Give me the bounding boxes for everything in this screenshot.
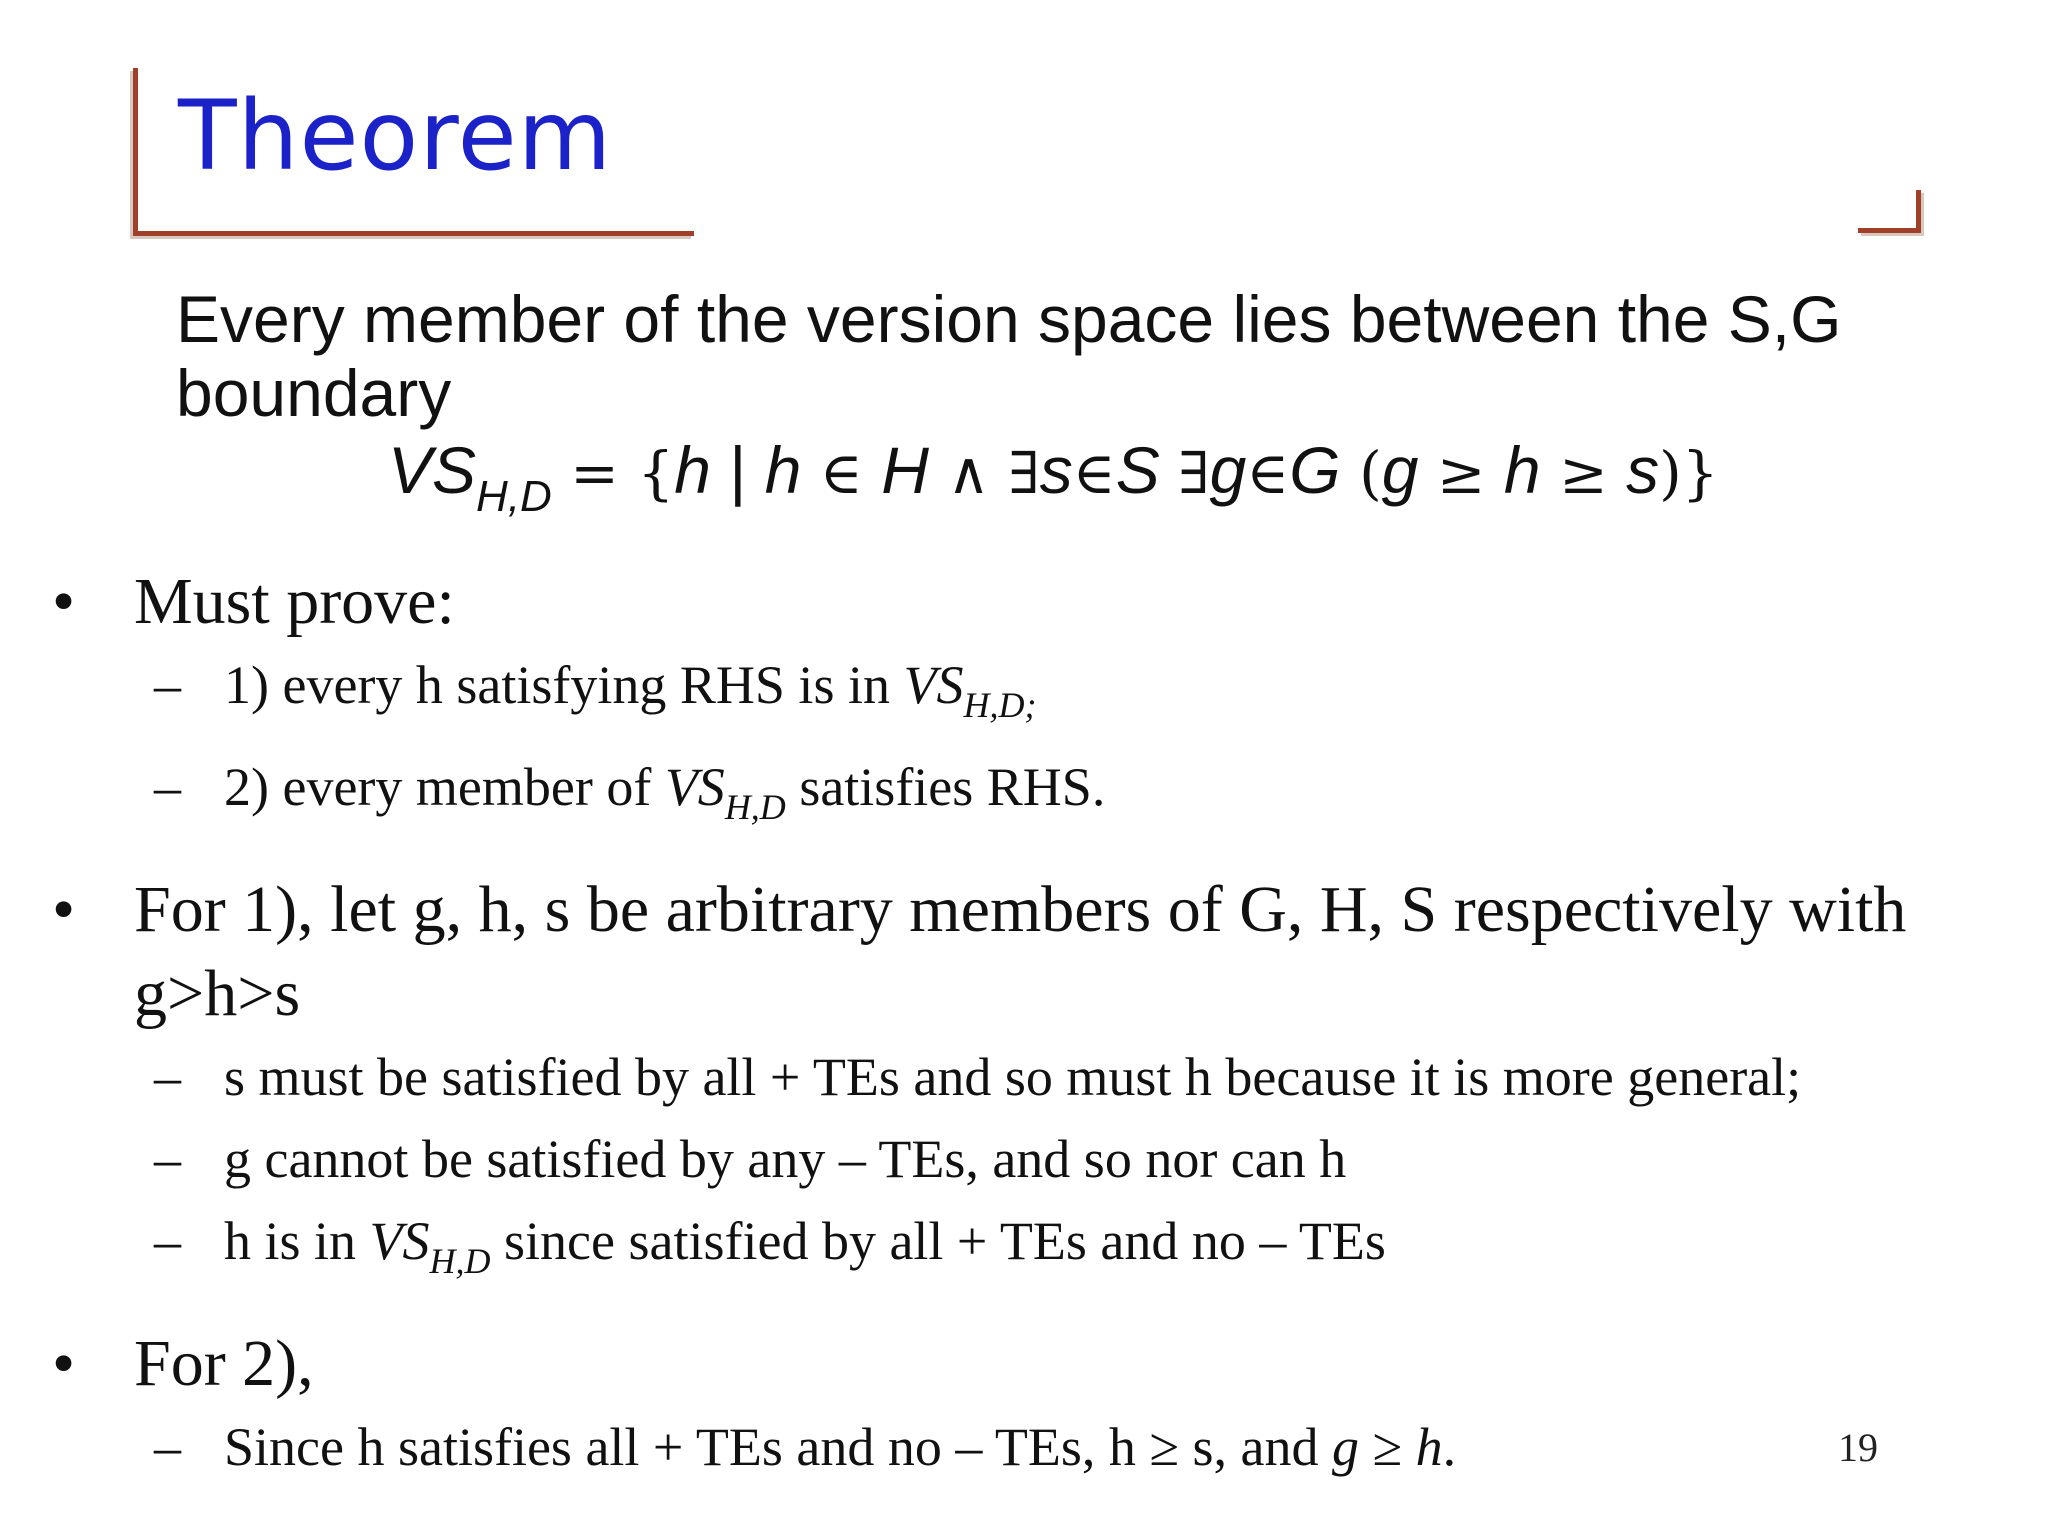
sub-bullet-dash: – xyxy=(154,1211,181,1271)
formula-geq-2: ≥ xyxy=(1540,439,1627,507)
formula-exists-2: ∃ xyxy=(1159,439,1210,507)
sub-bullet-rhs-in-vs xyxy=(52,644,2002,746)
vs-symbol: VS xyxy=(903,655,964,715)
formula-element-of-2: ∈ xyxy=(1072,439,1116,507)
formula-h2: h xyxy=(764,433,802,507)
sub-bullet-h-in-vs xyxy=(52,1200,2002,1302)
sub-bullet-dash: – xyxy=(154,655,181,715)
bullet-for-1 xyxy=(52,868,2002,1036)
version-space-formula xyxy=(388,430,1719,537)
theorem-statement: Every member of the version space lies between the S,G boundary xyxy=(176,282,1842,430)
bullet-dot: • xyxy=(52,565,76,638)
bullet-text: For 2), xyxy=(134,1327,314,1400)
vs-subscript: H,D; xyxy=(963,685,1037,725)
sub-bullet-s-satisfied xyxy=(52,1036,2002,1118)
sub-bullet-text: 1) every h satisfying RHS is in xyxy=(224,655,904,715)
formula-s1: s xyxy=(1039,433,1073,507)
sub-bullet-dash: – xyxy=(154,1047,181,1107)
bullet-dot: • xyxy=(52,873,76,946)
bullet-text: For 1), let g, h, s be arbitrary members of G, H, S respectively with g>h>s xyxy=(134,873,1907,1030)
period: . xyxy=(1442,1417,1457,1477)
formula-geq-1: ≥ xyxy=(1418,439,1504,507)
italic-g: g xyxy=(1331,1417,1359,1477)
vs-symbol: VS xyxy=(369,1211,430,1271)
bullet-must-prove xyxy=(52,560,2002,644)
formula-s2: s xyxy=(1626,433,1660,507)
sub-bullet-text: g cannot be satisfied by any – TEs, and so nor can h xyxy=(224,1129,1347,1189)
vs-subscript: H,D xyxy=(724,787,786,827)
bullet-dot: • xyxy=(52,1327,76,1400)
formula-left-brace: { xyxy=(637,439,675,507)
vs-subscript: H,D xyxy=(429,1241,491,1281)
formula-g2: g xyxy=(1381,433,1419,507)
formula-H: H xyxy=(881,433,929,507)
sub-bullet-dash: – xyxy=(154,1417,181,1477)
sub-bullet-text-end: satisfies RHS. xyxy=(785,757,1106,817)
bullet-list xyxy=(52,560,2002,1488)
italic-h: h xyxy=(1415,1417,1443,1477)
sub-bullet-dash: – xyxy=(154,757,181,817)
formula-and: ∧ xyxy=(928,439,1009,507)
sub-bullet-text: h is in xyxy=(224,1211,370,1271)
sub-bullet-vs-satisfies-rhs xyxy=(52,746,2002,848)
formula-right-paren: ) xyxy=(1659,439,1682,507)
sub-bullet-text-end: since satisfied by all + TEs and no – TEs xyxy=(490,1211,1386,1271)
formula-h1: h xyxy=(674,433,711,507)
vs-symbol: VS xyxy=(664,757,725,817)
sub-bullet-text: s must be satisfied by all + TEs and so must h because it is more general; xyxy=(224,1047,1802,1107)
geq-symbol: ≥ xyxy=(1358,1417,1416,1477)
formula-vs: VS xyxy=(388,433,477,507)
sub-bullet-dash: – xyxy=(154,1129,181,1189)
page-number: 19 xyxy=(1838,1425,1878,1470)
formula-S: S xyxy=(1115,433,1160,507)
formula-left-paren: ( xyxy=(1340,439,1382,507)
sub-bullet-g-cannot xyxy=(52,1118,2002,1200)
formula-exists-1: ∃ xyxy=(1008,439,1040,507)
bullet-text: Must prove: xyxy=(134,565,455,638)
bullet-for-2 xyxy=(52,1322,2002,1406)
sub-bullet-since-h-satisfies xyxy=(52,1406,2002,1488)
formula-right-brace: } xyxy=(1681,439,1719,507)
sub-bullet-text: 2) every member of xyxy=(224,757,665,817)
corner-mark xyxy=(1858,190,1921,233)
formula-h3: h xyxy=(1503,433,1541,507)
slide-title: Theorem xyxy=(178,80,613,192)
formula-vs-subscript: H,D xyxy=(476,472,552,521)
sub-bullet-text: Since h satisfies all + TEs and no – TEs, h ≥ s, and xyxy=(224,1417,1332,1477)
formula-G: G xyxy=(1289,433,1341,507)
formula-element-of-3: ∈ xyxy=(1246,439,1290,507)
formula-element-of-1: ∈ xyxy=(801,439,882,507)
formula-equals: = xyxy=(551,439,638,507)
formula-bar: | xyxy=(710,433,765,507)
formula-g1: g xyxy=(1209,433,1247,507)
